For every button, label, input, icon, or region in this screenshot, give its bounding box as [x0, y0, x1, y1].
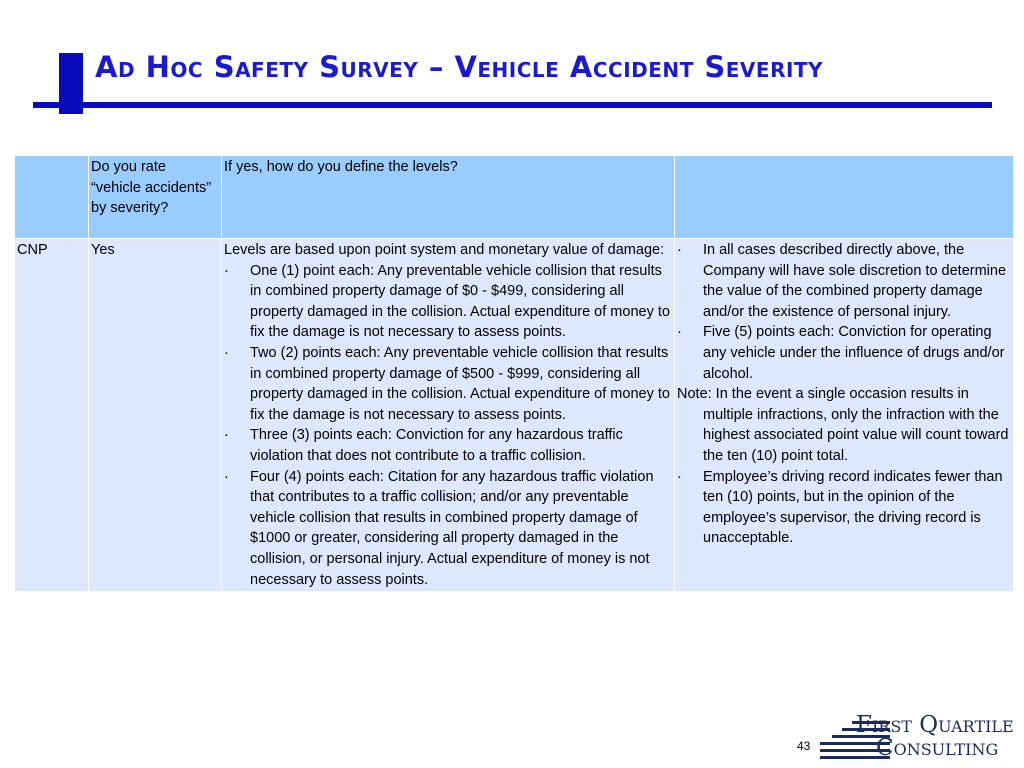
table-row: [15, 239, 1014, 592]
level-item: [224, 343, 672, 425]
level-text: Four (4) points each: Citation for any hazardous traffic violation that contributes to a traffic collision; and/or any preventable vehicle collision that results in combined property damage of $1000 or greater, considering all property damaged in the collision, or personal injury. Actual expenditure of money is not necessary to assess points.: [250, 468, 654, 588]
extra-item: [677, 322, 1011, 384]
header-cell-org: [15, 156, 89, 239]
answer-cell: Yes: [89, 239, 222, 592]
levels-intro: Levels are based upon point system and monetary value of damage:: [224, 242, 665, 258]
level-text: Three (3) points each: Conviction for any hazardous traffic violation that does not contribute to a traffic collision.: [250, 427, 623, 464]
logo-line-2: Consulting: [876, 735, 999, 761]
bullet-icon: ·: [224, 344, 229, 361]
extra-text: Employee’s driving record indicates fewer than ten (10) points, but in the opinion of the employee’s supervisor, the driving record is unacceptable.: [703, 468, 1003, 547]
level-text: Two (2) points each: Any preventable vehicle collision that results in combined property damage of $500 - $999, considering all property damaged in the collision. Actual expenditure of money to fix the damage is not necessary to assess points.: [250, 344, 670, 423]
slide-title: Ad Hoc Safety Survey – Vehicle Accident Severity: [95, 50, 824, 84]
level-item: [224, 467, 672, 591]
level-item: [224, 425, 672, 466]
bullet-icon: ·: [224, 468, 229, 485]
extra-item: [677, 240, 1011, 322]
table-header-row: [15, 156, 1014, 239]
bullet-icon: ·: [677, 242, 682, 258]
logo-line-1: First Quartile: [856, 712, 1014, 738]
survey-table: [14, 155, 1014, 592]
levels-cell: [222, 239, 675, 592]
extra-text: In all cases described directly above, the Company will have sole discretion to determine the value of the combined property damage and/or the existence of personal injury.: [703, 242, 1007, 320]
bullet-icon: ·: [224, 427, 229, 444]
page-number: 43: [797, 739, 811, 753]
bullet-icon: ·: [224, 262, 229, 279]
bullet-icon: ·: [677, 468, 682, 485]
org-cell: CNP: [15, 239, 89, 592]
company-logo: [820, 712, 1020, 762]
header-cell-extra: [675, 156, 1014, 239]
bullet-icon: ·: [677, 324, 682, 341]
header-cell-define-levels: If yes, how do you define the levels?: [222, 156, 675, 239]
extra-text: Five (5) points each: Conviction for operating any vehicle under the influence of drugs and/or alcohol.: [703, 324, 1005, 382]
header-cell-rate-severity: Do you rate “vehicle accidents” by severity?: [89, 156, 222, 239]
extra-cell: [675, 239, 1014, 592]
extra-item: [677, 467, 1011, 549]
note-text: Note: In the event a single occasion results in multiple infractions, only the infraction with the highest associated point value will count toward the ten (10) point total.: [677, 386, 1009, 464]
title-underline: [33, 102, 992, 108]
level-text: One (1) point each: Any preventable vehicle collision that results in combined property damage of $0 - $499, considering all property damaged in the collision. Actual expenditure of money to fix the damage is not necessary to assess points.: [250, 262, 670, 341]
level-item: [224, 261, 672, 343]
